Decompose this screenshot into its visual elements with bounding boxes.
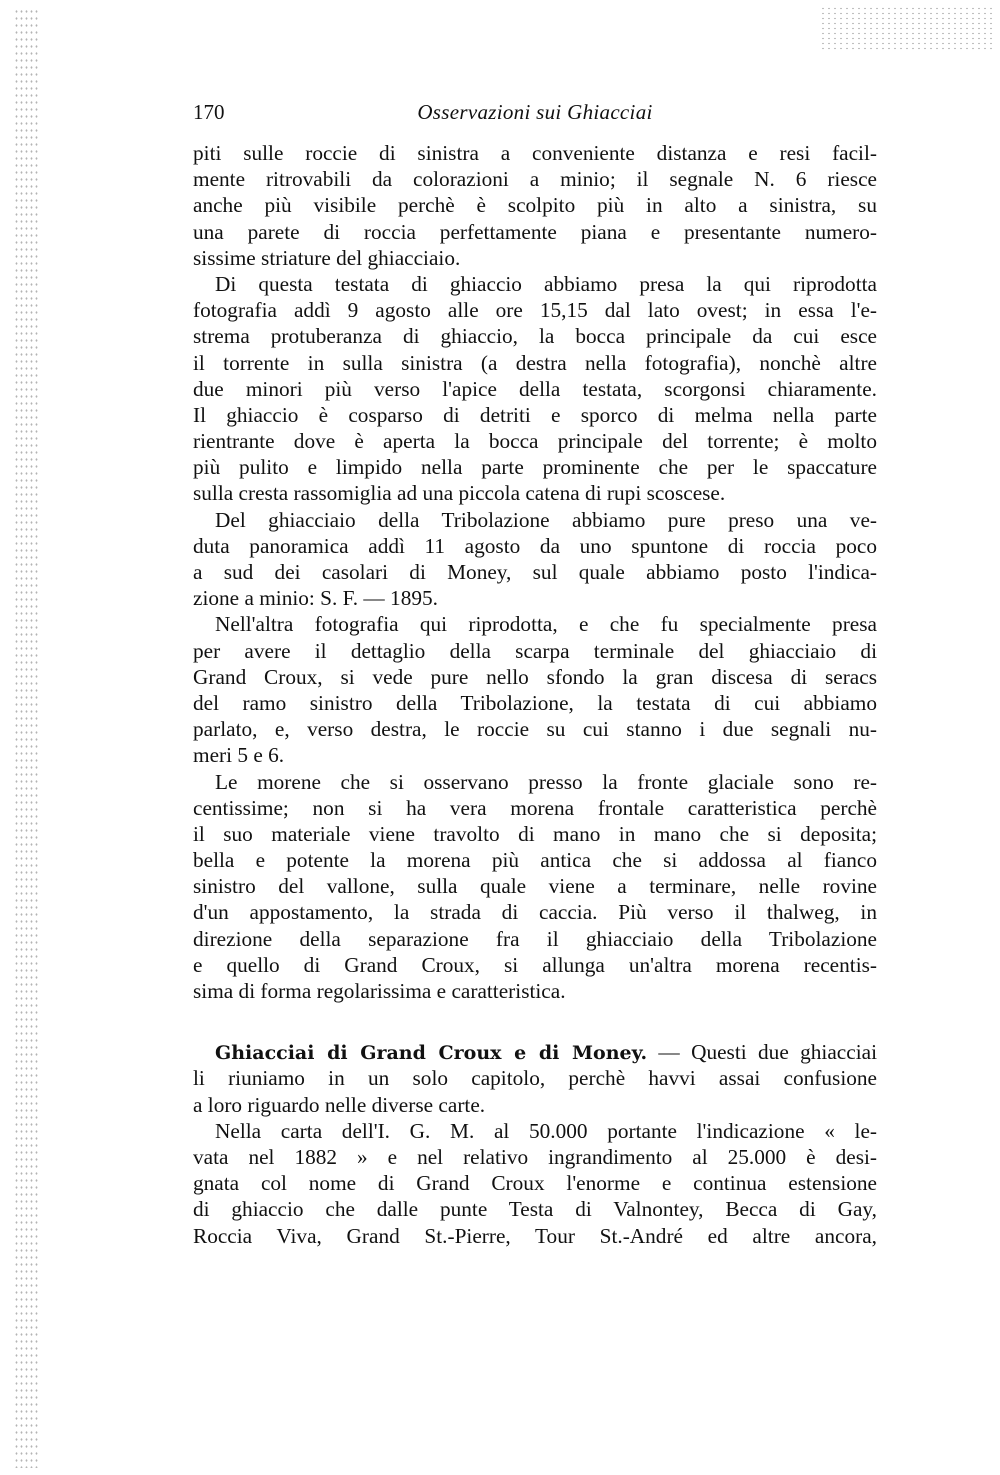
text-line: fotografia addì 9 agosto alle ore 15,15 dal lato ovest; in essa l'e-: [193, 298, 877, 323]
text-line: Nella carta dell'I. G. M. al 50.000 portante l'indicazione « le-: [215, 1118, 877, 1143]
text-line: vata nel 1882 » e nel relativo ingrandimento al 25.000 è desi-: [193, 1144, 877, 1169]
section-heading-continuation: — Questi due ghiacciai: [647, 1040, 877, 1065]
text-line: il suo materiale viene travolto di mano in mano che si deposita;: [193, 821, 877, 846]
text-line: Grand Croux, si vede pure nello sfondo la gran discesa di seracs: [193, 664, 877, 689]
text-line: di ghiaccio che dalle punte Testa di Valnontey, Becca di Gay,: [193, 1197, 877, 1222]
text-line: gnata col nome di Grand Croux l'enorme e continua estensione: [193, 1171, 877, 1196]
page-body: [193, 140, 877, 1249]
text-line: Nell'altra fotografia qui riprodotta, e che fu specialmente presa: [215, 612, 877, 637]
text-line: strema protuberanza di ghiaccio, la bocca principale da cui esce: [193, 324, 877, 349]
running-title: Osservazioni sui Ghiacciai: [417, 100, 653, 124]
text-line: e quello di Grand Croux, si allunga un'altra morena recentis-: [193, 952, 877, 977]
text-line: parlato, e, verso destra, le roccie su cui stanno i due segnali nu-: [193, 717, 877, 742]
text-line: anche più visibile perchè è scolpito più in alto a sinistra, su: [193, 193, 877, 218]
page-number: 170: [193, 100, 225, 124]
text-line: d'un appostamento, la strada di caccia. Più verso il thalweg, in: [193, 900, 877, 925]
text-line: a sud dei casolari di Money, sul quale abbiamo posto l'indica-: [193, 560, 877, 584]
paragraph: [193, 140, 877, 271]
scan-noise-top-right: [820, 6, 995, 51]
text-line: piti sulle roccie di sinistra a conveniente distanza e resi facil-: [193, 141, 877, 165]
paragraph: [193, 507, 877, 612]
text-line: bella e potente la morena più antica che si addossa al fianco: [193, 848, 877, 873]
text-line: zione a minio: S. F. — 1895.: [193, 586, 438, 611]
section-glaciers-grand-croux-money: [193, 1039, 877, 1249]
text-line: il torrente in sulla sinistra (a destra nella fotografia), nonchè altre: [193, 350, 877, 375]
text-line: una parete di roccia perfettamente piana e presentante numero-: [193, 219, 877, 244]
text-line: sima di forma regolarissima e caratteristica.: [193, 979, 566, 1003]
text-line: centissime; non si ha vera morena frontale caratteristica perchè: [193, 795, 877, 820]
text-line: mente ritrovabili da colorazioni a minio; il segnale N. 6 riesce: [193, 167, 877, 192]
text-line: Il ghiaccio è cosparso di detriti e sporco di melma nella parte: [193, 402, 877, 427]
section-first-line: [193, 1039, 877, 1065]
text-line: li riuniamo in un solo capitolo, perchè havvi assai confusione: [193, 1066, 877, 1091]
paragraph: [193, 271, 877, 507]
text-line: per avere il dettaglio della scarpa terminale del ghiacciaio di: [193, 638, 877, 663]
text-line: meri 5 e 6.: [193, 743, 285, 768]
text-line: Del ghiacciaio della Tribolazione abbiamo pure preso una ve-: [215, 507, 877, 532]
text-line: più pulito e limpido nella parte prominente che per le spaccature: [193, 455, 877, 480]
text-line: rientrante dove è aperta la bocca principale del torrente; è molto: [193, 429, 877, 454]
text-line: a loro riguardo nelle diverse carte.: [193, 1092, 486, 1117]
text-line: Roccia Viva, Grand St.-Pierre, Tour St.-André ed altre ancora,: [193, 1223, 877, 1248]
text-line: due minori più verso l'apice della testata, scorgonsi chiaramente.: [193, 376, 877, 401]
text-line: del ramo sinistro della Tribolazione, la testata di cui abbiamo: [193, 690, 877, 715]
paragraph: [193, 769, 877, 1005]
text-line: sissime striature del ghiacciaio.: [193, 245, 461, 270]
text-line: Le morene che si osservano presso la fronte glaciale sono re-: [215, 769, 877, 794]
section-spacer: [193, 1004, 877, 1039]
text-line: direzione della separazione fra il ghiacciaio della Tribolazione: [193, 926, 877, 951]
paragraph: [193, 611, 877, 768]
text-line: Di questa testata di ghiaccio abbiamo presa la qui riprodotta: [215, 271, 877, 296]
text-line: sinistro del vallone, sulla quale viene a terminare, nelle rovine: [193, 874, 877, 899]
page-header: [193, 100, 877, 128]
text-line: duta panoramica addì 11 agosto da uno spuntone di roccia poco: [193, 533, 877, 558]
scan-noise-left-margin: [14, 8, 38, 1468]
section-heading: Ghiacciai di Grand Croux e di Money.: [215, 1042, 648, 1065]
text-line: sulla cresta rassomiglia ad una piccola catena di rupi scoscese.: [193, 481, 726, 506]
